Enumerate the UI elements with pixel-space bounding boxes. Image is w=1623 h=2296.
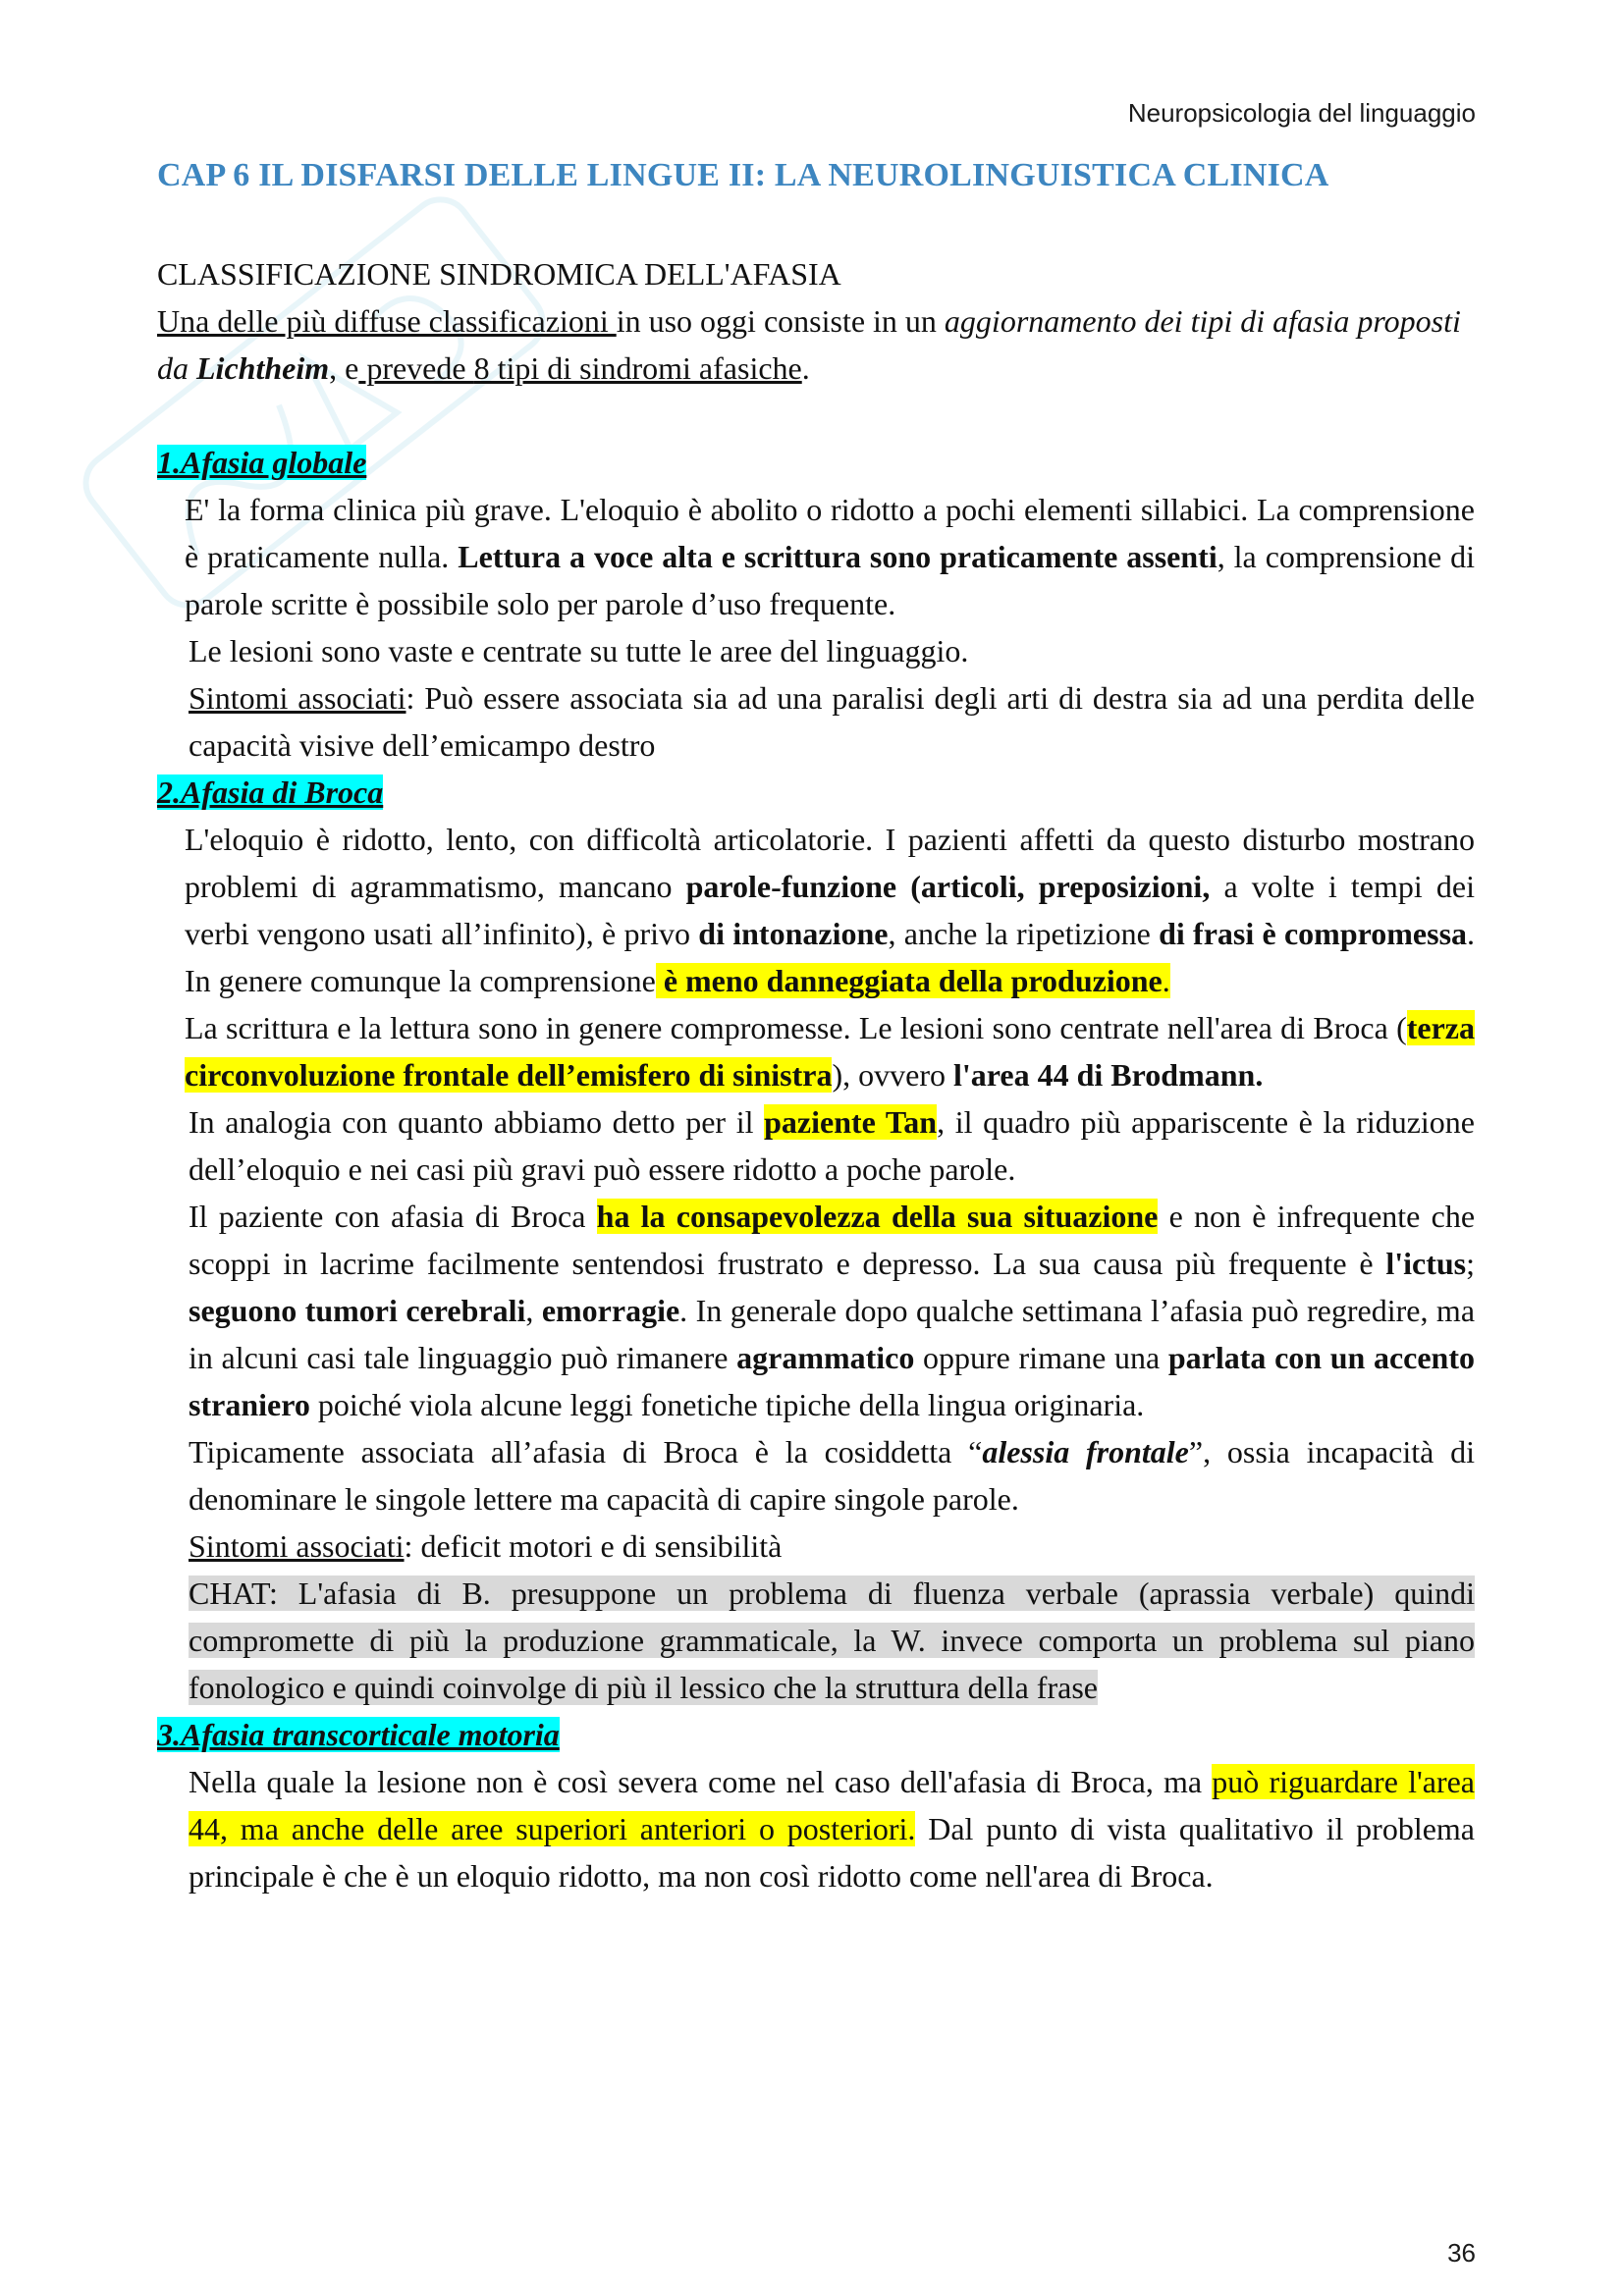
section-3-paragraph-1: Nella quale la lesione non è così severa come nel caso dell'afasia di Broca, ma può riguardare l'area 44, ma anche delle aree superiori anteriori o posteriori. Dal punto di vista qualitativo il problema principale è che è un eloquio ridotto, ma non così ridotto come nell'area di Broca.: [189, 1764, 1476, 1894]
chat-note: CHAT: L'afasia di B. presuppone un problema di fluenza verbale (aprassia verbale) quindi compromette di più la produzione grammaticale, la W. invece comporta un problema sul piano fonologico e quindi coinvolge di più il lessico che la struttura della frase: [189, 1575, 1475, 1705]
document-body: [157, 250, 1475, 1899]
section-2-paragraph-5: Tipicamente associata all’afasia di Broca è la cosiddetta “alessia frontale”, ossia incapacità di denominare le singole lettere ma capacità di capire singole parole.: [189, 1434, 1476, 1517]
section-heading: CLASSIFICAZIONE SINDROMICA DELL'AFASIA: [157, 256, 841, 292]
intro-paragraph: Una delle più diffuse classificazioni in uso oggi consiste in un aggiornamento dei tipi di afasia proposti da Lichtheim, e prevede 8 tipi di sindromi afasiche.: [157, 303, 1461, 386]
section-1-paragraph-2: Le lesioni sono vaste e centrate su tutte le aree del linguaggio.: [189, 633, 969, 668]
section-1-paragraph-3: Sintomi associati: Può essere associata sia ad una paralisi degli arti di destra sia ad una perdita delle capacità visive dell’emicampo destro: [189, 680, 1476, 763]
page-number: 36: [1447, 2238, 1476, 2268]
section-1-paragraph-1: E' la forma clinica più grave. L'eloquio è abolito o ridotto a pochi elementi sillabici. La comprensione è praticamente nulla. Lettura a voce alta e scrittura sono praticamente assenti, la comprensione di parole scritte è possibile solo per parole d’uso frequente.: [185, 492, 1476, 621]
section-2-paragraph-3: In analogia con quanto abbiamo detto per il paziente Tan, il quadro più appariscente è la riduzione dell’eloquio e nei casi più gravi può essere ridotto a poche parole.: [189, 1104, 1476, 1187]
section-2-paragraph-6: Sintomi associati: deficit motori e di sensibilità: [189, 1528, 783, 1564]
chapter-title: CAP 6 IL DISFARSI DELLE LINGUE II: LA NEUROLINGUISTICA CLINICA: [157, 157, 1329, 193]
section-2-paragraph-2: La scrittura e la lettura sono in genere compromesse. Le lesioni sono centrate nell'area di Broca (terza circonvoluzione frontale dell’emisfero di sinistra), ovvero l'area 44 di Brodmann.: [185, 1010, 1475, 1093]
section-3-title: 3.Afasia transcorticale motoria: [157, 1717, 560, 1752]
section-2-paragraph-1: L'eloquio è ridotto, lento, con difficoltà articolatorie. I pazienti affetti da questo disturbo mostrano problemi di agrammatismo, mancano parole-funzione (articoli, preposizioni, a volte i tempi dei verbi vengono usati all’infinito), è privo di intonazione, anche la ripetizione di frasi è compromessa. In genere comunque la comprensione è meno danneggiata della produzione.: [185, 822, 1476, 998]
section-1-title: 1.Afasia globale: [157, 445, 367, 480]
section-2-title: 2.Afasia di Broca: [157, 774, 384, 810]
running-header: Neuropsicologia del linguaggio: [1127, 98, 1476, 128]
section-2-paragraph-4: Il paziente con afasia di Broca ha la consapevolezza della sua situazione e non è infrequente che scoppi in lacrime facilmente sentendosi frustrato e depresso. La sua causa più frequente è l'ictus; seguono tumori cerebrali, emorragie. In generale dopo qualche settimana l’afasia può regredire, ma in alcuni casi tale linguaggio può rimanere agrammatico oppure rimane una parlata con un accento straniero poiché viola alcune leggi fonetiche tipiche della lingua originaria.: [189, 1199, 1476, 1422]
